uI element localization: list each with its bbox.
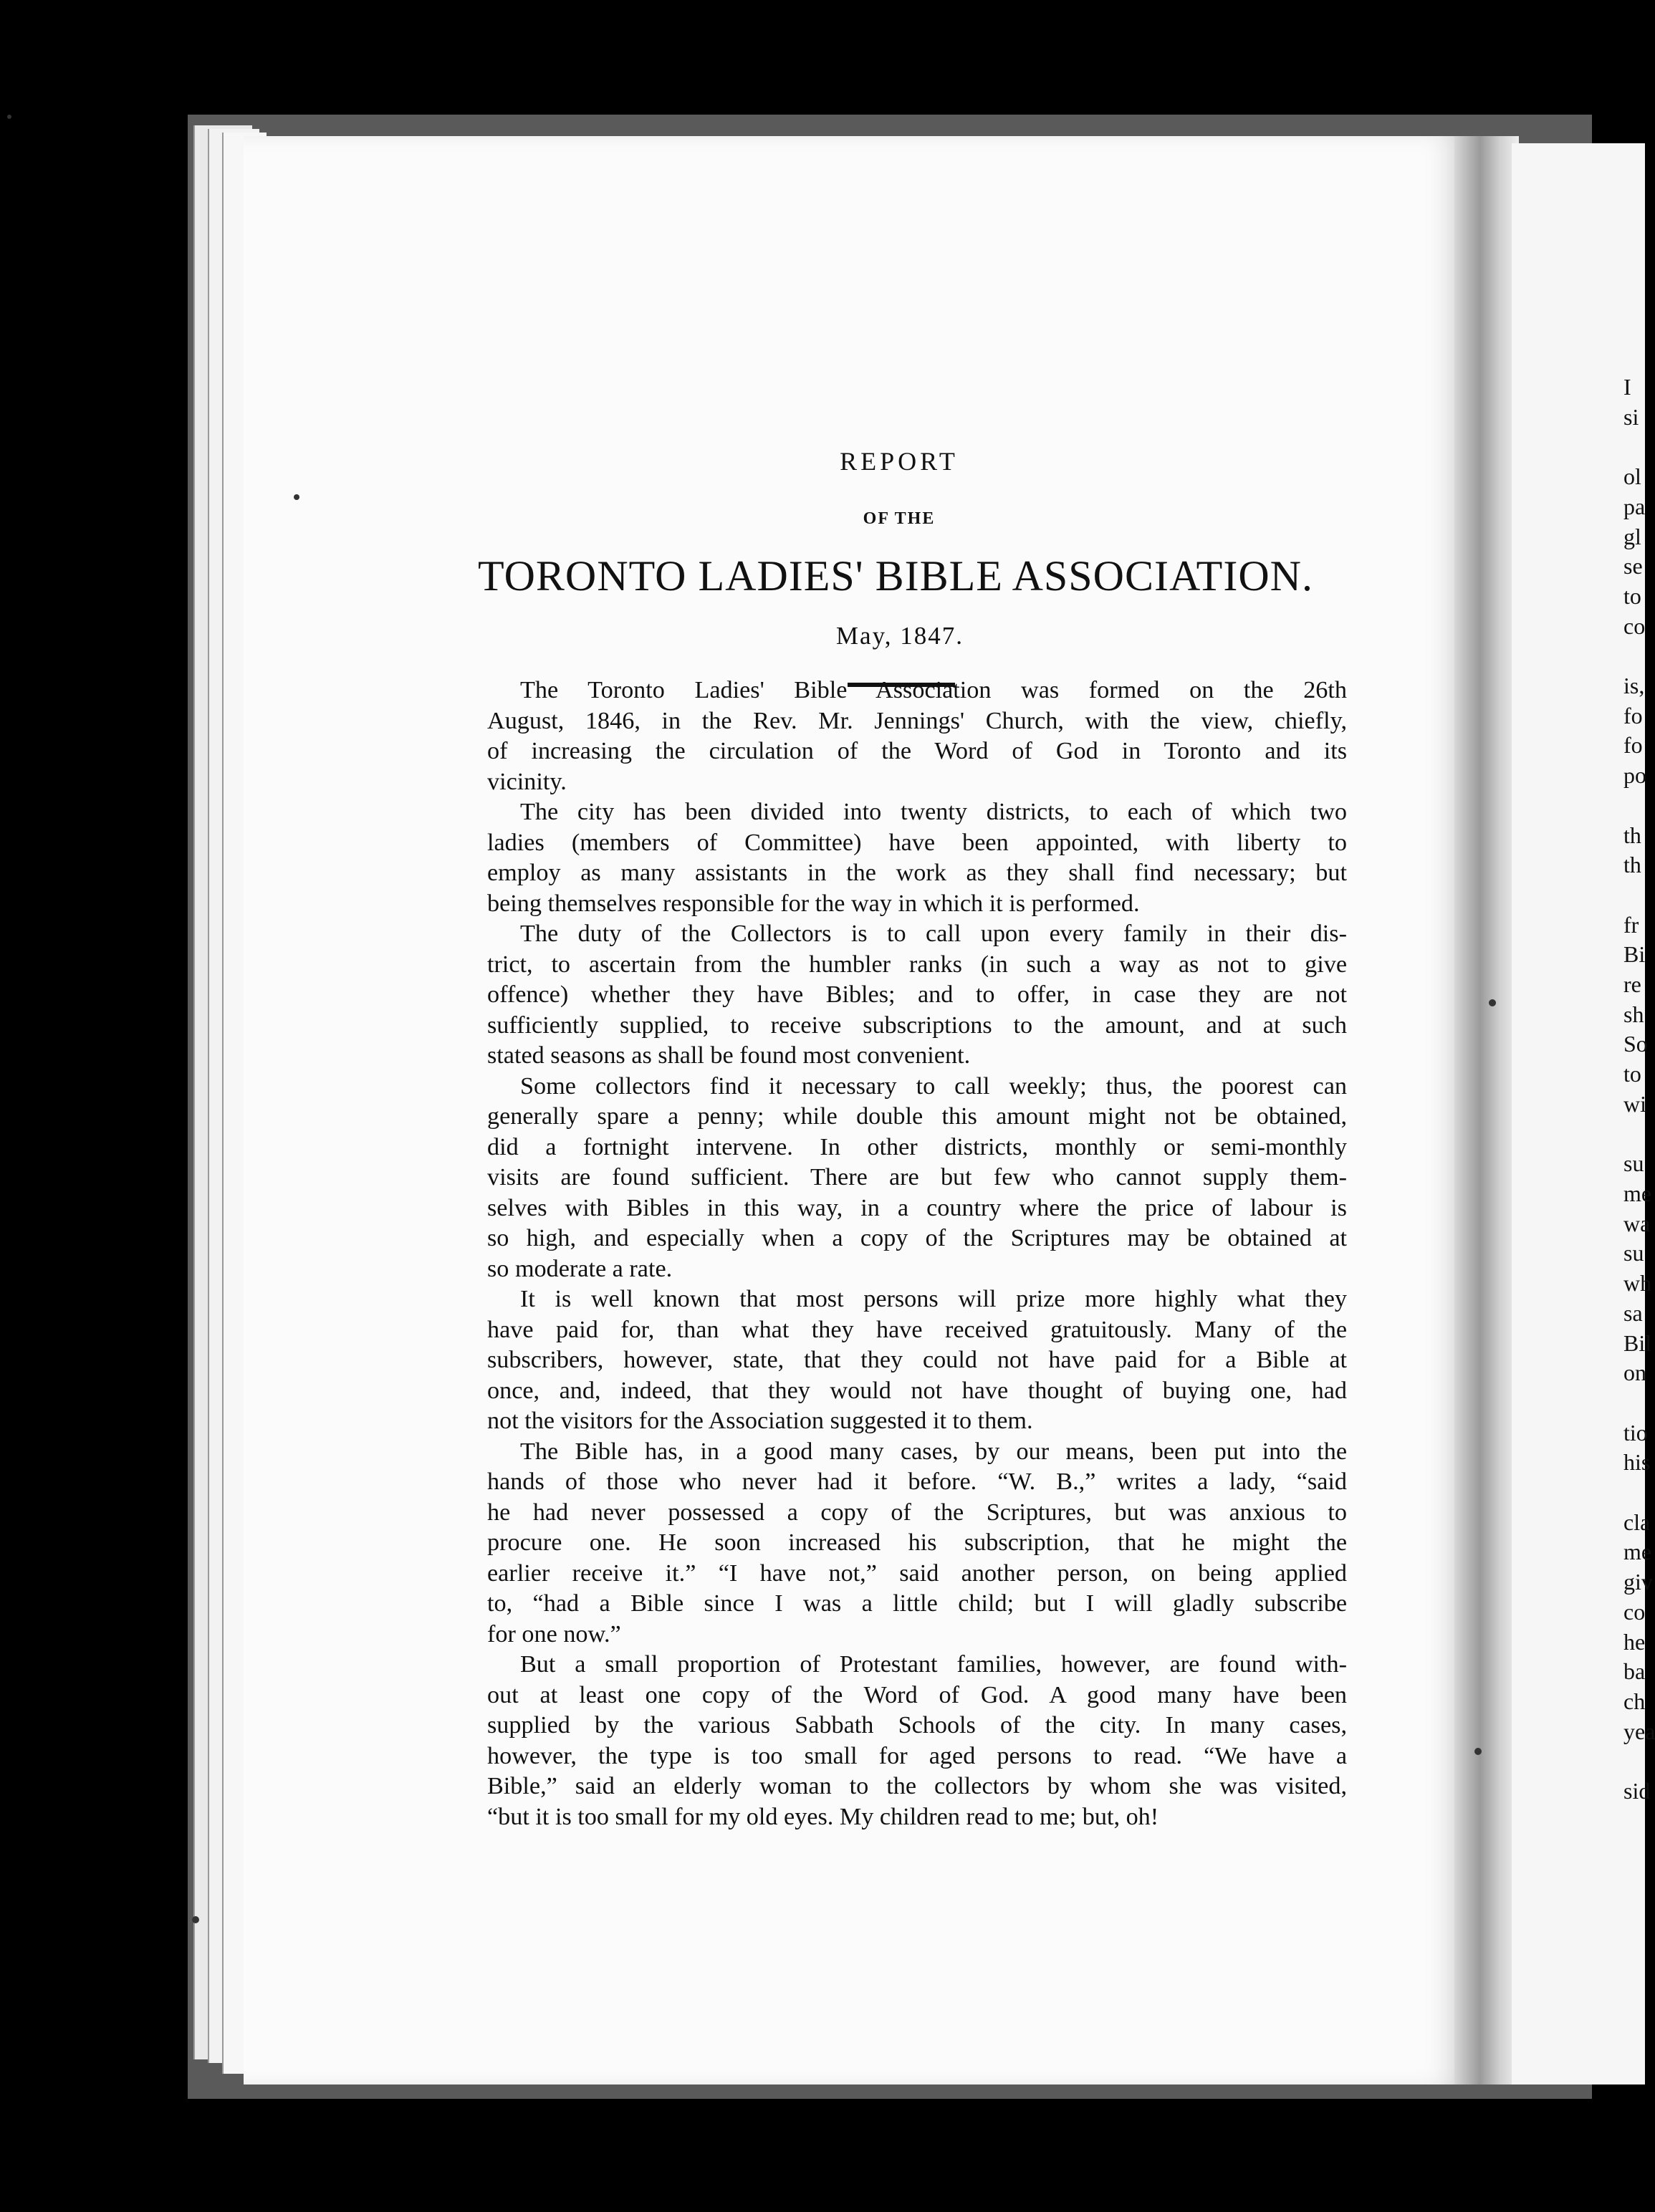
paragraph [487,675,1347,797]
text-line: It is well known that most persons will prize more highly what they [520,1286,1347,1312]
text-line: vicinity. [487,768,567,795]
facing-fragment: wi [1623,1090,1646,1117]
text-line: Bible,” said an elderly woman to the collectors by whom she was visited, [487,1773,1347,1799]
facing-fragment: ol [1623,463,1641,490]
facing-fragment: me [1623,1539,1652,1565]
text-line: however, the type is too small for aged persons to read. “We have a [487,1742,1347,1769]
text-line: sufficiently supplied, to receive subscriptions to the amount, and at such [487,1011,1347,1039]
paragraph [487,919,1347,1072]
text-line: so moderate a rate. [487,1255,673,1282]
facing-fragment: Bil [1623,1329,1652,1356]
facing-fragment: se [1623,553,1643,580]
facing-fragment: gl [1623,523,1641,549]
text-line: “but it is too small for my old eyes. My children read to me; but, oh! [487,1803,1159,1830]
text-line: Some collectors find it necessary to call weekly; thus, the poorest can [520,1072,1347,1100]
facing-fragment [1623,641,1652,671]
text-line: did a fortnight intervene. In other districts, monthly or semi-monthly [487,1133,1347,1160]
text-line: The Toronto Ladies' Bible Association was formed on the 26th [520,677,1347,703]
text-line: out at least one copy of the Word of God. A good many have been [487,1681,1347,1708]
facing-fragment: th [1623,822,1641,848]
text-line: earlier receive it.” “I have not,” said another person, on being applied [487,1559,1347,1587]
text-line: selves with Bibles in this way, in a country where the price of labour is [487,1194,1347,1221]
paragraph [487,1284,1347,1437]
paragraph [487,1072,1347,1285]
text-line: have paid for, than what they have received gratuitously. Many of the [487,1316,1347,1343]
facing-fragment: sh [1623,1001,1644,1027]
text-line: procure one. He soon increased his subscription, that he might the [487,1529,1347,1556]
text-line: hands of those who never had it before. “W. B.,” writes a lady, “said [487,1468,1347,1495]
report-heading: REPORT [840,447,959,476]
facing-fragment [1623,432,1652,462]
facing-fragment: ch [1623,1688,1646,1714]
text-line: employ as many assistants in the work as they shall find necessary; but [487,860,1347,886]
report-body [487,675,1347,1832]
text-line: trict, to ascertain from the humbler ranks (in such a way as not to give [487,951,1347,978]
text-line: for one now.” [487,1620,621,1648]
facing-fragment: his [1623,1449,1651,1476]
facing-fragment [1623,1478,1652,1508]
scan-speck [192,1916,199,1923]
scan-speck [7,115,11,119]
facing-fragment: on [1623,1360,1646,1386]
text-line: supplied by the various Sabbath Schools of the city. In many cases, [487,1712,1347,1739]
facing-fragment: po [1623,762,1646,789]
text-line: to, “had a Bible since I was a little child; but I will gladly subscribe [487,1590,1347,1617]
text-line: stated seasons as shall be found most convenient. [487,1042,971,1069]
facing-fragment [1623,1388,1652,1418]
scan-speck [1474,1748,1482,1755]
facing-fragment: co [1623,1598,1646,1625]
facing-fragment [1623,791,1652,821]
facing-fragment: ba [1623,1658,1646,1685]
facing-fragment: wh [1623,1270,1652,1297]
facing-fragment: re [1623,971,1641,998]
facing-fragment: pa [1623,493,1646,519]
facing-fragment: to [1623,582,1641,609]
text-line: offence) whether they have Bibles; and to offer, in case they are not [487,981,1347,1008]
scan-speck [294,494,299,500]
document-title: TORONTO LADIES' BIBLE ASSOCIATION. [478,552,1313,600]
text-line: The Bible has, in a good many cases, by our means, been put into the [520,1438,1347,1465]
text-line: But a small proportion of Protestant families, however, are found with- [520,1651,1347,1678]
facing-fragment: tio [1623,1419,1648,1446]
facing-fragment: cla [1623,1509,1651,1535]
text-line: generally spare a penny; while double this amount might not be obtained, [487,1103,1347,1130]
text-line: so high, and especially when a copy of the Scriptures may be obtained at [487,1225,1347,1251]
facing-fragment: wa [1623,1210,1651,1236]
facing-fragment [1623,880,1652,910]
text-line: of increasing the circulation of the Word of God in Toronto and its [487,738,1347,764]
report-date: May, 1847. [835,622,964,650]
facing-fragment: th [1623,852,1641,878]
facing-fragment: giv [1623,1569,1653,1595]
facing-fragment: me [1623,1180,1652,1206]
facing-fragment: is, [1623,673,1645,699]
facing-fragment: he [1623,1628,1646,1655]
facing-fragment: su [1623,1240,1644,1266]
text-line: The city has been divided into twenty districts, to each of which two [520,799,1347,825]
facing-fragment: So [1623,1031,1648,1057]
text-line: being themselves responsible for the way in which it is performed. [487,890,1140,917]
facing-fragment: fr [1623,911,1639,938]
facing-fragment: fo [1623,702,1643,728]
text-line: visits are found sufficient. There are but few who cannot supply them- [487,1164,1347,1191]
facing-page-text [1623,372,1655,1807]
facing-fragment: co [1623,612,1646,639]
facing-fragment [1623,1746,1652,1776]
text-line: August, 1846, in the Rev. Mr. Jennings' Church, with the view, chiefly, [487,707,1347,734]
facing-fragment [1623,1120,1652,1150]
facing-fragment: I [1623,374,1631,400]
facing-fragment: yea [1623,1718,1655,1744]
facing-fragment: fo [1623,732,1643,759]
book-gutter [1454,136,1519,2084]
facing-fragment: sid [1623,1778,1651,1804]
text-line: ladies (members of Committee) have been appointed, with liberty to [487,829,1347,856]
paragraph [487,797,1347,919]
facing-fragment: to [1623,1061,1641,1087]
facing-fragment: si [1623,403,1639,430]
facing-fragment: sa [1623,1299,1643,1326]
text-line: subscribers, however, state, that they could not have paid for a Bible at [487,1347,1347,1373]
facing-fragment: Bi [1623,941,1646,968]
of-the-heading: OF THE [863,509,936,528]
facing-fragment: su [1623,1150,1644,1177]
text-line: he had never possessed a copy of the Scriptures, but was anxious to [487,1499,1347,1526]
text-line: not the visitors for the Association suggested it to them. [487,1408,1033,1434]
text-line: once, and, indeed, that they would not have thought of buying one, had [487,1377,1347,1404]
scan-speck [1489,999,1496,1006]
paragraph [487,1437,1347,1650]
text-line: The duty of the Collectors is to call upon every family in their dis- [520,920,1347,947]
paragraph [487,1650,1347,1832]
